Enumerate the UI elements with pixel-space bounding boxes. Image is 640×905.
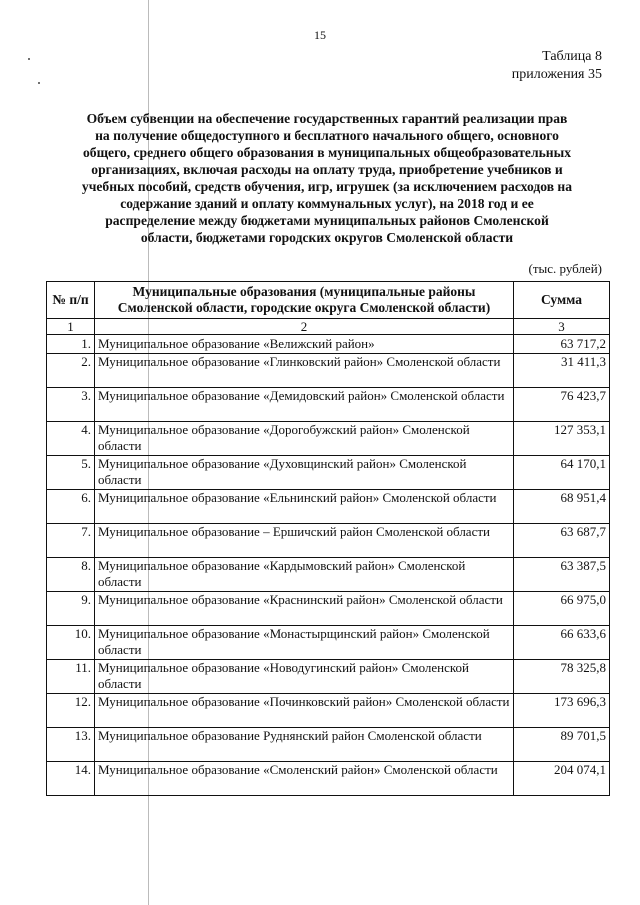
title-line: содержание зданий и оплату коммунальных услуг), на 2018 год и ее [120, 196, 534, 211]
row-sum: 64 170,1 [514, 456, 610, 490]
table-row [47, 694, 610, 728]
row-sum: 78 325,8 [514, 660, 610, 694]
index-cell: 2 [95, 319, 514, 335]
title-line: общего, среднего общего образования в муниципальных общеобразовательных [82, 145, 571, 160]
subsidy-table [46, 281, 610, 796]
row-sum: 63 717,2 [514, 335, 610, 354]
row-name: Муниципальное образование «Глинковский район» Смоленской области [95, 354, 514, 388]
row-number: 12. [47, 694, 95, 728]
row-sum: 204 074,1 [514, 762, 610, 796]
row-name: Муниципальное образование Руднянский район Смоленской области [95, 728, 514, 762]
row-number: 9. [47, 592, 95, 626]
row-number: 1. [47, 335, 95, 354]
scan-speck [28, 58, 30, 60]
table-header-row [47, 282, 610, 319]
row-name: Муниципальное образование – Ершичский район Смоленской области [95, 524, 514, 558]
row-name: Муниципальное образование «Духовщинский район» Смоленской области [95, 456, 514, 490]
row-sum: 31 411,3 [514, 354, 610, 388]
table-row [47, 728, 610, 762]
row-name: Муниципальное образование «Починковский район» Смоленской области [95, 694, 514, 728]
row-sum: 89 701,5 [514, 728, 610, 762]
row-sum: 76 423,7 [514, 388, 610, 422]
row-number: 7. [47, 524, 95, 558]
row-sum: 127 353,1 [514, 422, 610, 456]
row-name: Муниципальное образование «Дорогобужский район» Смоленской области [95, 422, 514, 456]
row-number: 3. [47, 388, 95, 422]
header-sum: Сумма [514, 282, 610, 319]
table-row [47, 524, 610, 558]
table-row [47, 354, 610, 388]
title-line: распределение между бюджетами муниципальных районов Смоленской [105, 213, 549, 228]
row-number: 5. [47, 456, 95, 490]
title-line: организациях, включая расходы на оплату труда, приобретение учебников и [91, 162, 563, 177]
row-number: 8. [47, 558, 95, 592]
row-sum: 173 696,3 [514, 694, 610, 728]
unit-label: (тыс. рублей) [528, 261, 602, 276]
row-number: 14. [47, 762, 95, 796]
table-row [47, 762, 610, 796]
row-name: Муниципальное образование «Ельнинский район» Смоленской области [95, 490, 514, 524]
table-row [47, 388, 610, 422]
header-num: № п/п [47, 282, 95, 319]
annex-label: приложения 35 [511, 67, 602, 82]
title-line: на получение общедоступного и бесплатного начального общего, основного [95, 128, 559, 143]
index-cell: 3 [514, 319, 610, 335]
row-name: Муниципальное образование «Кардымовский район» Смоленской области [95, 558, 514, 592]
row-number: 2. [47, 354, 95, 388]
row-sum: 66 975,0 [514, 592, 610, 626]
scan-speck [38, 82, 40, 84]
table-row [47, 558, 610, 592]
table-label: Таблица 8 [542, 49, 602, 64]
row-sum: 63 387,5 [514, 558, 610, 592]
table-row [47, 422, 610, 456]
row-sum: 63 687,7 [514, 524, 610, 558]
table-row [47, 626, 610, 660]
row-name: Муниципальное образование «Демидовский район» Смоленской области [95, 388, 514, 422]
row-name: Муниципальное образование «Велижский район» [95, 335, 514, 354]
title-line: учебных пособий, средств обучения, игр, игрушек (за исключением расходов на [81, 179, 573, 194]
row-sum: 68 951,4 [514, 490, 610, 524]
document-title [48, 110, 606, 246]
row-number: 10. [47, 626, 95, 660]
title-line: области, бюджетами городских округов Смоленской области [140, 230, 514, 245]
table-row [47, 660, 610, 694]
row-sum: 66 633,6 [514, 626, 610, 660]
row-number: 13. [47, 728, 95, 762]
row-number: 4. [47, 422, 95, 456]
row-name: Муниципальное образование «Монастырщинский район» Смоленской области [95, 626, 514, 660]
table-row [47, 335, 610, 354]
index-cell: 1 [47, 319, 95, 335]
table-row [47, 592, 610, 626]
table-caption [512, 48, 602, 84]
column-index-row [47, 319, 610, 335]
title-line: Объем субвенции на обеспечение государственных гарантий реализации прав [86, 111, 568, 126]
page-number: 15 [314, 28, 326, 42]
row-number: 6. [47, 490, 95, 524]
header-name: Муниципальные образования (муниципальные районы Смоленской области, городские округа Смоленской области) [95, 282, 514, 319]
table-row [47, 456, 610, 490]
row-name: Муниципальное образование «Смоленский район» Смоленской области [95, 762, 514, 796]
table-row [47, 490, 610, 524]
row-number: 11. [47, 660, 95, 694]
row-name: Муниципальное образование «Новодугинский район» Смоленской области [95, 660, 514, 694]
row-name: Муниципальное образование «Краснинский район» Смоленской области [95, 592, 514, 626]
